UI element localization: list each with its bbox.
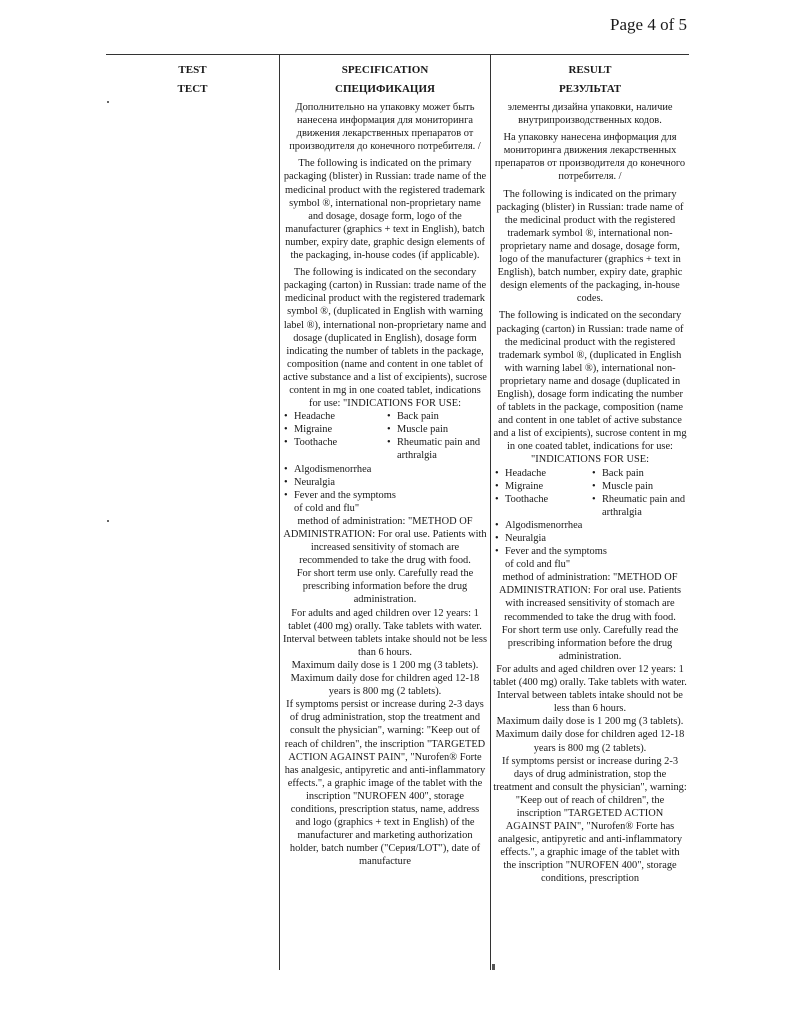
- header-specification: [280, 61, 490, 99]
- page-label: Page 4 of 5: [610, 15, 687, 34]
- bullet-row: [493, 493, 687, 519]
- result-paragraph: For adults and aged children over 12 years: 1 tablet (400 mg) orally. Take tablets with water.: [493, 663, 687, 689]
- bullet-row: [493, 467, 687, 480]
- spec-bullet-list: [282, 410, 488, 515]
- list-item: • Rheumatic pain and arthralgia: [385, 436, 488, 462]
- list-item: • Toothache: [493, 493, 590, 519]
- spec-paragraph: For adults and aged children over 12 years: 1 tablet (400 mg) orally. Take tablets with water.: [288, 607, 482, 632]
- result-paragraph: The following is indicated on the primary packaging (blister) in Russian: trade name of the medicinal product with the registered trademark symbol ®, international non-proprietary name and dosage, dosage form, logo of the manufacturer (graphics + text in English), batch number, expiry date, graphic design elements of the packaging, in-house codes.: [496, 188, 684, 305]
- spec-paragraph: The following is indicated on the primary packaging (blister) in Russian: trade name of the medicinal product with the registered trademark symbol ®, international non-proprietary name and dosage, dosage form, logo of the manufacturer (graphics + text in English), batch number, expiry date, graphic design elements of the packaging, in-house codes (if applicable).: [283, 158, 487, 262]
- spec-paragraph: If symptoms persist or increase during 2-3 days of drug administration, stop the treatment and consult the physician", warning: "Keep out of reach of children", the inscription "TARGETED ACTION AGAINST PAIN", "Nurofen® Forte has analgesic, antipyretic and anti-inflammatory effects.", a graphic image of the tablet with the inscription "NUROFEN 400", storage conditions, prescription status, name, address and logo (graphics + text in English) of the manufacturer and marketing authorization holder, batch number ("Серия/LOT"), date of manufacture: [284, 699, 486, 868]
- result-paragraph: For short term use only. Carefully read the prescribing information before the drug administration.: [501, 624, 679, 662]
- result-paragraph: Interval between tablets intake should not be less than 6 hours.: [497, 690, 683, 715]
- list-item: • Headache: [282, 410, 385, 423]
- result-paragraph: method of administration: "METHOD OF ADMINISTRATION: For oral use. Patients with increased sensitivity of stomach are recommended to take the drug with food.: [498, 572, 682, 623]
- result-paragraph: На упаковку нанесена информация для мониторинга движения лекарственных препаратов от производителя до конечного потребителя. /: [494, 132, 686, 183]
- list-item: • Back pain: [590, 467, 687, 480]
- header-result-ru: РЕЗУЛЬТАТ: [558, 83, 622, 95]
- header-result-en: RESULT: [568, 64, 612, 76]
- spec-paragraph: Дополнительно на упаковку может быть нанесена информация для мониторинга движения лекарственных препаратов от производителя до конечного потребителя. /: [289, 102, 481, 153]
- bullet-list-extra: [493, 519, 615, 571]
- list-item: • Fever and the symptoms of cold and flu": [282, 489, 404, 515]
- bullet-row: [282, 410, 488, 423]
- result-column: [493, 101, 687, 886]
- margin-mark: [107, 101, 109, 103]
- list-item: • Fever and the symptoms of cold and flu": [493, 545, 615, 571]
- list-item: • Migraine: [493, 480, 590, 493]
- list-item: • Neuralgia: [282, 476, 404, 489]
- spec-paragraph: Interval between tablets intake should not be less than 6 hours.: [282, 633, 487, 658]
- header-test-en: TEST: [178, 64, 207, 76]
- header-result: [491, 61, 689, 99]
- list-item: • Headache: [493, 467, 590, 480]
- result-paragraph: элементы дизайна упаковки, наличие внутрипроизводственных кодов.: [507, 102, 673, 127]
- edge-mark: [492, 964, 495, 970]
- bullet-row: [282, 423, 488, 436]
- result-paragraph: If symptoms persist or increase during 2-3 days of drug administration, stop the treatment and consult the physician", warning: "Keep out of reach of children", the inscription "TARGETED ACTION AGAINST PAIN", "Nurofen® Forte has analgesic, antipyretic and anti-inflammatory effects.", a graphic image of the tablet with the inscription "NUROFEN 400", storage conditions, prescription: [493, 755, 687, 885]
- header-test: [106, 61, 279, 99]
- bullet-row: [493, 480, 687, 493]
- list-item: • Muscle pain: [385, 423, 488, 436]
- bullet-row: [282, 436, 488, 462]
- spec-paragraph: The following is indicated on the secondary packaging (carton) in Russian: trade name of the medicinal product with the registered trademark symbol ®, (duplicated in English with warning label ®), international non-proprietary name and dosage (duplicated in English), dosage form indicating the number of tablets in the package, composition (name and content in one tablet of active substance and a list of excipients), sucrose content in mg in one coated tablet, indications for use: "INDICATIONS FOR USE:: [283, 267, 487, 410]
- list-item: • Neuralgia: [493, 532, 615, 545]
- list-item: • Toothache: [282, 436, 385, 462]
- list-item: • Back pain: [385, 410, 488, 423]
- spec-paragraph: Maximum daily dose is 1 200 mg (3 tablets). Maximum daily dose for children aged 12-18 years is 800 mg (2 tablets).: [290, 659, 480, 698]
- result-paragraph: Maximum daily dose is 1 200 mg (3 tablets). Maximum daily dose for children aged 12-18 years is 800 mg (2 tablets).: [495, 716, 685, 754]
- result-paragraph: The following is indicated on the secondary packaging (carton) in Russian: trade name of the medicinal product with the registered trademark symbol ®, (duplicated in English with warning label ®), international non-proprietary name and dosage (duplicated in English), dosage form indicating the number of tablets in the package, composition (name and content in one tablet of active substance and a list of excipients), sucrose content in mg in one coated tablet, indications for use: "INDICATIONS FOR USE:: [493, 310, 687, 466]
- list-item: • Algodismenorrhea: [493, 519, 615, 532]
- column-divider-1: [279, 55, 280, 970]
- bullet-list-extra: [282, 463, 404, 515]
- list-item: • Muscle pain: [590, 480, 687, 493]
- column-divider-2: [490, 55, 491, 970]
- header-spec-en: SPECIFICATION: [341, 64, 429, 76]
- header-test-ru: ТЕСТ: [177, 83, 208, 95]
- spec-paragraph: method of administration: "METHOD OF ADMINISTRATION: For oral use. Patients with increased sensitivity of stomach are recommended to take the drug with food.: [283, 515, 487, 567]
- margin-mark: [107, 520, 109, 522]
- table-top-rule: [106, 54, 689, 55]
- header-spec-ru: СПЕЦИФИКАЦИЯ: [335, 83, 435, 95]
- list-item: • Migraine: [282, 423, 385, 436]
- result-bullet-list: [493, 467, 687, 572]
- spec-paragraph: For short term use only. Carefully read the prescribing information before the drug administration.: [296, 568, 474, 606]
- list-item: • Rheumatic pain and arthralgia: [590, 493, 687, 519]
- list-item: • Algodismenorrhea: [282, 463, 404, 476]
- specification-column: [282, 101, 488, 868]
